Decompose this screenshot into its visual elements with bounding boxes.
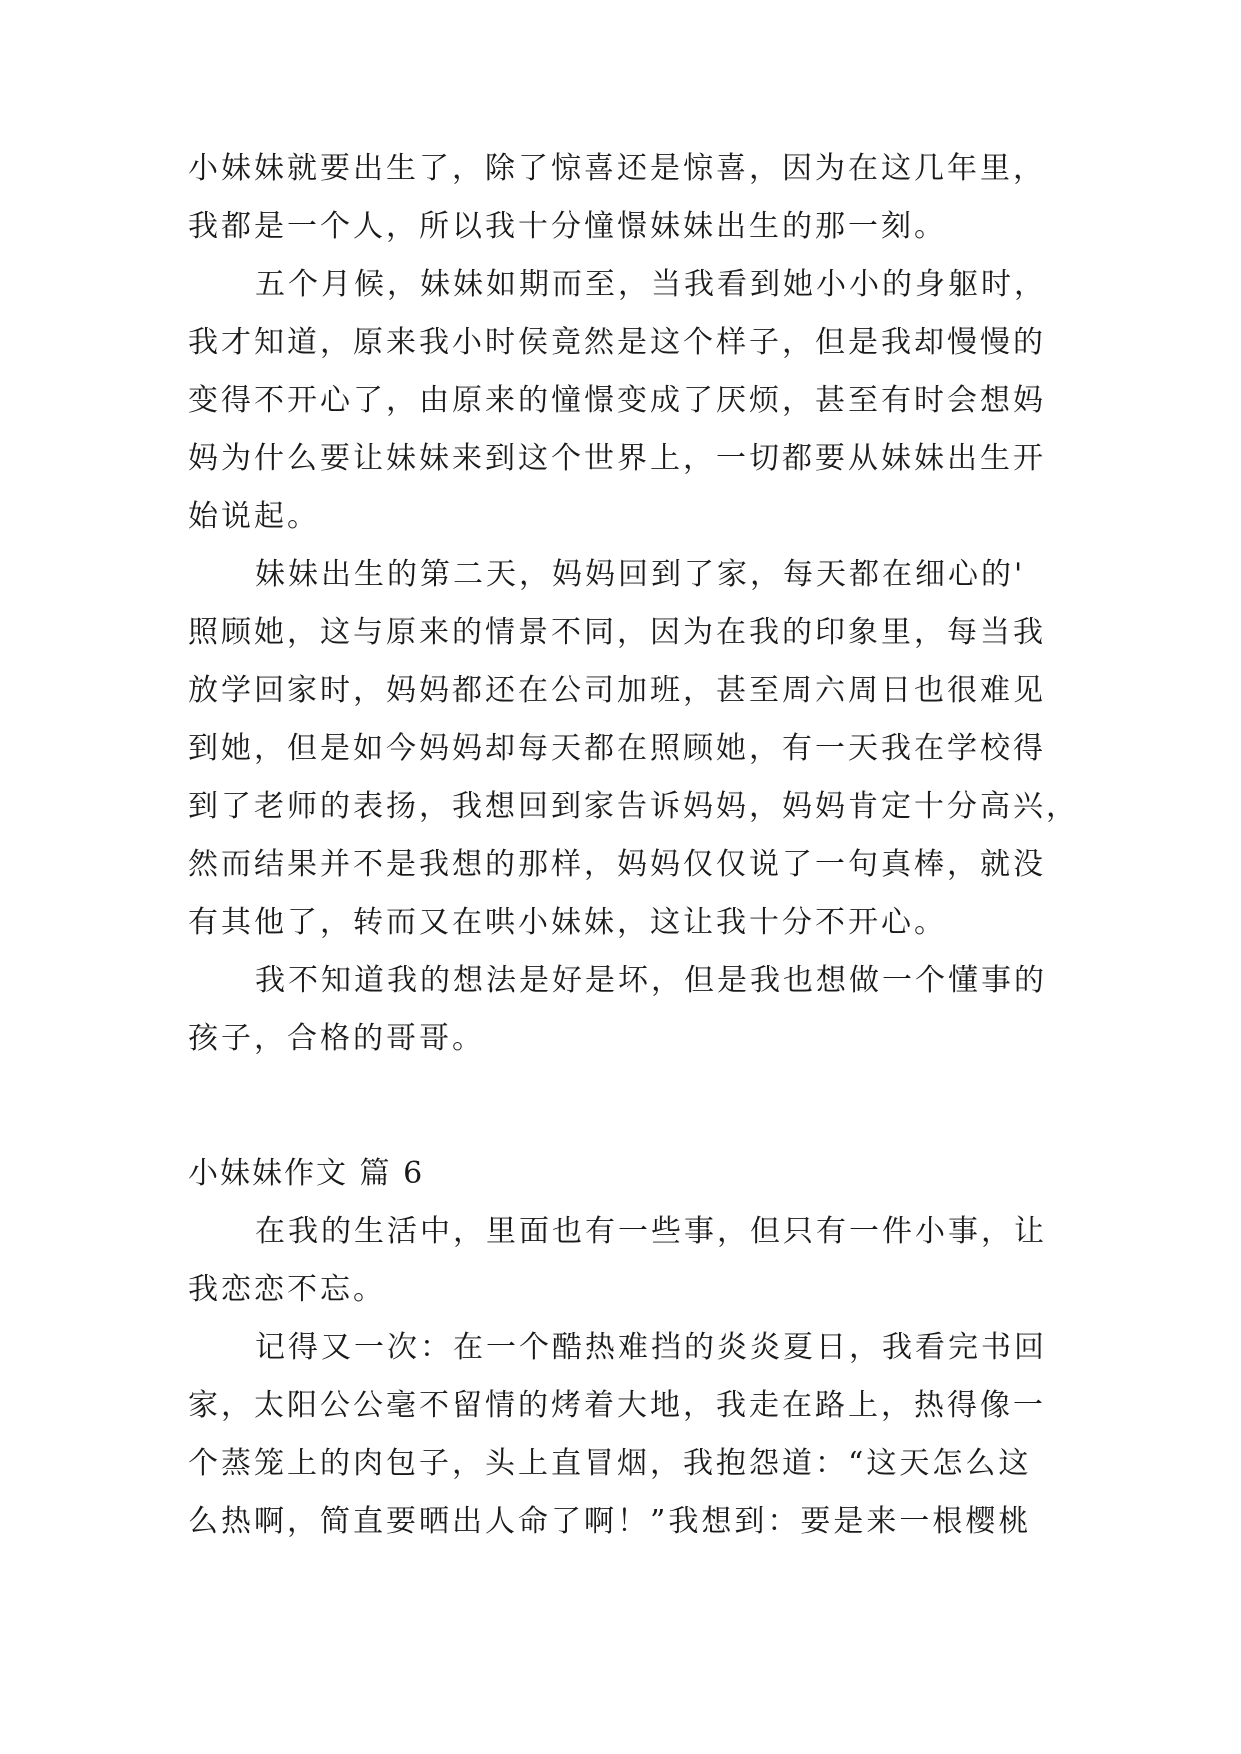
section-heading: 小妹妹作文 篇 6 [188, 1156, 425, 1191]
text-line: 放学回家时，妈妈都还在公司加班，甚至周六周日也很难见 [188, 673, 1046, 708]
paragraph-first-line: 在我的生活中，里面也有一些事，但只有一件小事，让 [255, 1214, 1047, 1249]
text-line: 妈为什么要让妹妹来到这个世界上，一切都要从妹妹出生开 [188, 441, 1046, 476]
text-line: 到她，但是如今妈妈却每天都在照顾她，有一天我在学校得 [188, 731, 1046, 766]
text-line: 么热啊，简直要晒出人命了啊！”我想到：要是来一根樱桃 [188, 1504, 1032, 1539]
text-line: 照顾她，这与原来的情景不同，因为在我的印象里，每当我 [188, 615, 1046, 650]
text-line: 我才知道，原来我小时侯竟然是这个样子，但是我却慢慢的 [188, 325, 1046, 360]
text-line: 到了老师的表扬，我想回到家告诉妈妈，妈妈肯定十分高兴， [188, 789, 1079, 824]
text-line: 我都是一个人，所以我十分憧憬妹妹出生的那一刻。 [188, 209, 947, 244]
text-line: 小妹妹就要出生了，除了惊喜还是惊喜，因为在这几年里， [188, 151, 1046, 186]
text-line: 有其他了，转而又在哄小妹妹，这让我十分不开心。 [188, 905, 947, 940]
paragraph-first-line: 我不知道我的想法是好是坏，但是我也想做一个懂事的 [255, 963, 1047, 998]
text-line: 个蒸笼上的肉包子，头上直冒烟，我抱怨道：“这天怎么这 [188, 1446, 1032, 1481]
text-line: 我恋恋不忘。 [188, 1272, 386, 1307]
text-line: 家，太阳公公毫不留情的烤着大地，我走在路上，热得像一 [188, 1388, 1046, 1423]
body-text-block-2 [188, 1203, 1064, 1551]
text-line: 始说起。 [188, 499, 320, 534]
text-line: 变得不开心了，由原来的憧憬变成了厌烦，甚至有时会想妈 [188, 383, 1046, 418]
body-text-block-1 [188, 140, 1079, 1068]
paragraph-first-line: 记得又一次：在一个酷热难挡的炎炎夏日，我看完书回 [255, 1330, 1047, 1365]
paragraph-first-line: 妹妹出生的第二天，妈妈回到了家，每天都在细心的' [255, 557, 1026, 592]
text-line: 孩子，合格的哥哥。 [188, 1021, 485, 1056]
paragraph-first-line: 五个月候，妹妹如期而至，当我看到她小小的身躯时， [255, 267, 1047, 302]
text-line: 然而结果并不是我想的那样，妈妈仅仅说了一句真棒，就没 [188, 847, 1046, 882]
